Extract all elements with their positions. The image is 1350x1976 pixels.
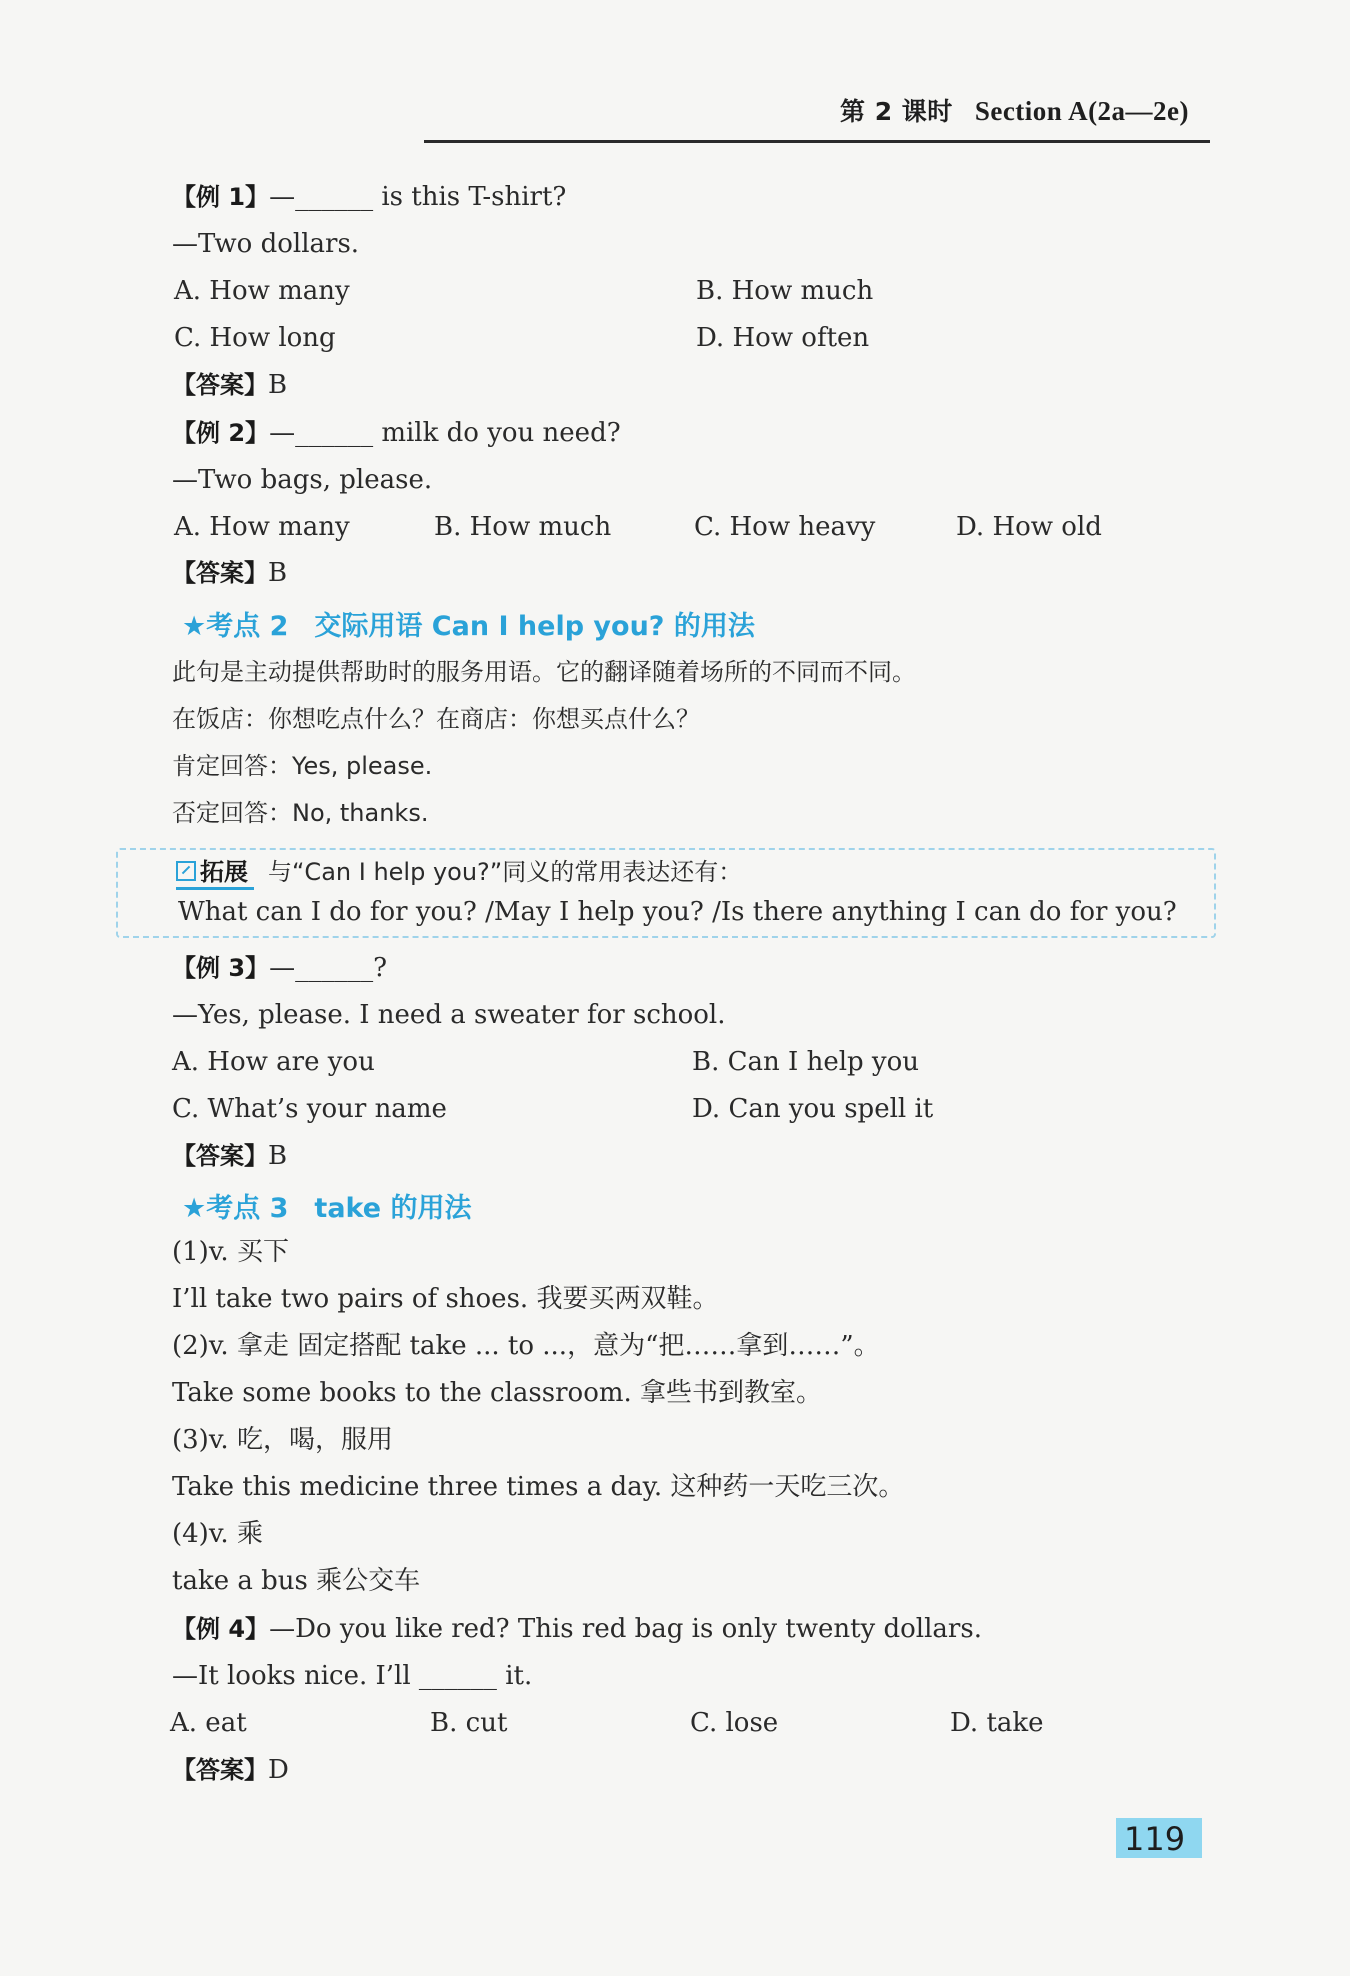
extension-badge <box>176 852 254 890</box>
kp3-title: ★考点 3 <box>182 1193 289 1224</box>
kp2-line-4: 否定回答：No, thanks. <box>172 799 429 827</box>
ex4-question-line <box>172 1612 982 1646</box>
ex3-answer: B <box>268 1141 288 1171</box>
section-label: Section A(2a—2e) <box>974 96 1190 126</box>
page-header <box>840 92 1189 128</box>
kp3-line-7: (4)v. 乘 <box>172 1519 263 1549</box>
key-point-2-heading <box>182 604 755 643</box>
kp2-topic: 交际用语 Can I help you? 的用法 <box>314 611 755 642</box>
ex4-answer-tag: 【答案】 <box>172 1756 268 1784</box>
ex2-option-b: B. How much <box>434 512 612 542</box>
ex1-option-b: B. How much <box>696 276 874 306</box>
ex1-option-c: C. How long <box>174 323 336 353</box>
ex4-answer-line <box>172 1753 289 1787</box>
ex3-question-line <box>172 951 387 985</box>
ex2-answer-line <box>172 556 287 590</box>
ex1-answer-line <box>172 368 287 402</box>
kp3-line-2: I’ll take two pairs of shoes. 我要买两双鞋。 <box>172 1284 719 1314</box>
kp2-line-1: 此句是主动提供帮助时的服务用语。它的翻译随着场所的不同而不同。 <box>172 658 916 686</box>
ex2-question-line <box>172 416 621 450</box>
kp3-line-4: Take some books to the classroom. 拿些书到教室。 <box>172 1378 823 1408</box>
ex2-option-d: D. How old <box>956 512 1102 542</box>
ex3-option-b: B. Can I help you <box>692 1047 920 1077</box>
page-number-badge <box>1116 1818 1202 1858</box>
kp3-topic: take 的用法 <box>314 1193 472 1224</box>
kp3-line-1: (1)v. 买下 <box>172 1237 289 1267</box>
ex2-option-a: A. How many <box>174 512 350 542</box>
ex1-option-d: D. How often <box>696 323 870 353</box>
ex3-tag: 【例 3】 <box>172 954 270 982</box>
key-point-3-heading <box>182 1186 471 1225</box>
kp2-line-2: 在饭店：你想吃点什么？在商店：你想买点什么？ <box>172 705 700 733</box>
ex3-answer-tag: 【答案】 <box>172 1142 268 1170</box>
kp3-line-5: (3)v. 吃，喝，服用 <box>172 1425 393 1455</box>
ex4-option-a: A. eat <box>170 1708 247 1738</box>
ex3-answer-line <box>172 1139 287 1173</box>
ex3-option-c: C. What’s your name <box>172 1094 447 1124</box>
ex4-reply: —It looks nice. I’ll ______ it. <box>172 1661 533 1691</box>
ex2-tag: 【例 2】 <box>172 419 270 447</box>
kp2-line-3: 肯定回答：Yes, please. <box>172 752 433 780</box>
ex2-option-c: C. How heavy <box>694 512 876 542</box>
ex3-option-a: A. How are you <box>172 1047 375 1077</box>
kp3-line-8: take a bus 乘公交车 <box>172 1566 421 1596</box>
ex4-tag: 【例 4】 <box>172 1615 270 1643</box>
ex1-tag: 【例 1】 <box>172 183 270 211</box>
kp3-line-3: (2)v. 拿走 固定搭配 take ... to ...，意为“把……拿到……”。 <box>172 1331 880 1361</box>
kp2-title: ★考点 2 <box>182 611 289 642</box>
external-link-icon <box>176 861 196 881</box>
extension-title <box>176 852 742 890</box>
ex2-answer: B <box>268 558 288 588</box>
ex2-question: —______ milk do you need? <box>269 418 621 448</box>
ex4-option-c: C. lose <box>690 1708 779 1738</box>
ex4-answer: D <box>268 1755 289 1785</box>
ex3-reply: —Yes, please. I need a sweater for school. <box>172 1000 726 1030</box>
page-number: 119 <box>1124 1820 1186 1858</box>
ex2-answer-tag: 【答案】 <box>172 559 268 587</box>
ex1-answer: B <box>268 370 288 400</box>
ex4-option-d: D. take <box>950 1708 1044 1738</box>
extension-badge-label: 拓展 <box>200 858 248 886</box>
ex2-reply: —Two bags, please. <box>172 465 433 495</box>
extension-desc: 与“Can I help you?”同义的常用表达还有： <box>268 858 743 886</box>
kp3-line-6: Take this medicine three times a day. 这种药一天吃三次。 <box>172 1472 905 1502</box>
header-rule <box>424 140 1210 143</box>
ex1-question-line <box>172 180 566 214</box>
ex3-question: —______? <box>269 953 388 983</box>
ex1-reply: —Two dollars. <box>172 229 360 259</box>
ex4-option-b: B. cut <box>430 1708 508 1738</box>
ex4-question: —Do you like red? This red bag is only twenty dollars. <box>269 1614 982 1644</box>
ex1-answer-tag: 【答案】 <box>172 371 268 399</box>
ex3-option-d: D. Can you spell it <box>692 1094 934 1124</box>
extension-text: What can I do for you? /May I help you? /Is there anything I can do for you? <box>178 897 1177 927</box>
ex1-question: —______ is this T-shirt? <box>269 182 567 212</box>
ex1-option-a: A. How many <box>174 276 350 306</box>
lesson-label: 第 2 课时 <box>840 97 953 126</box>
